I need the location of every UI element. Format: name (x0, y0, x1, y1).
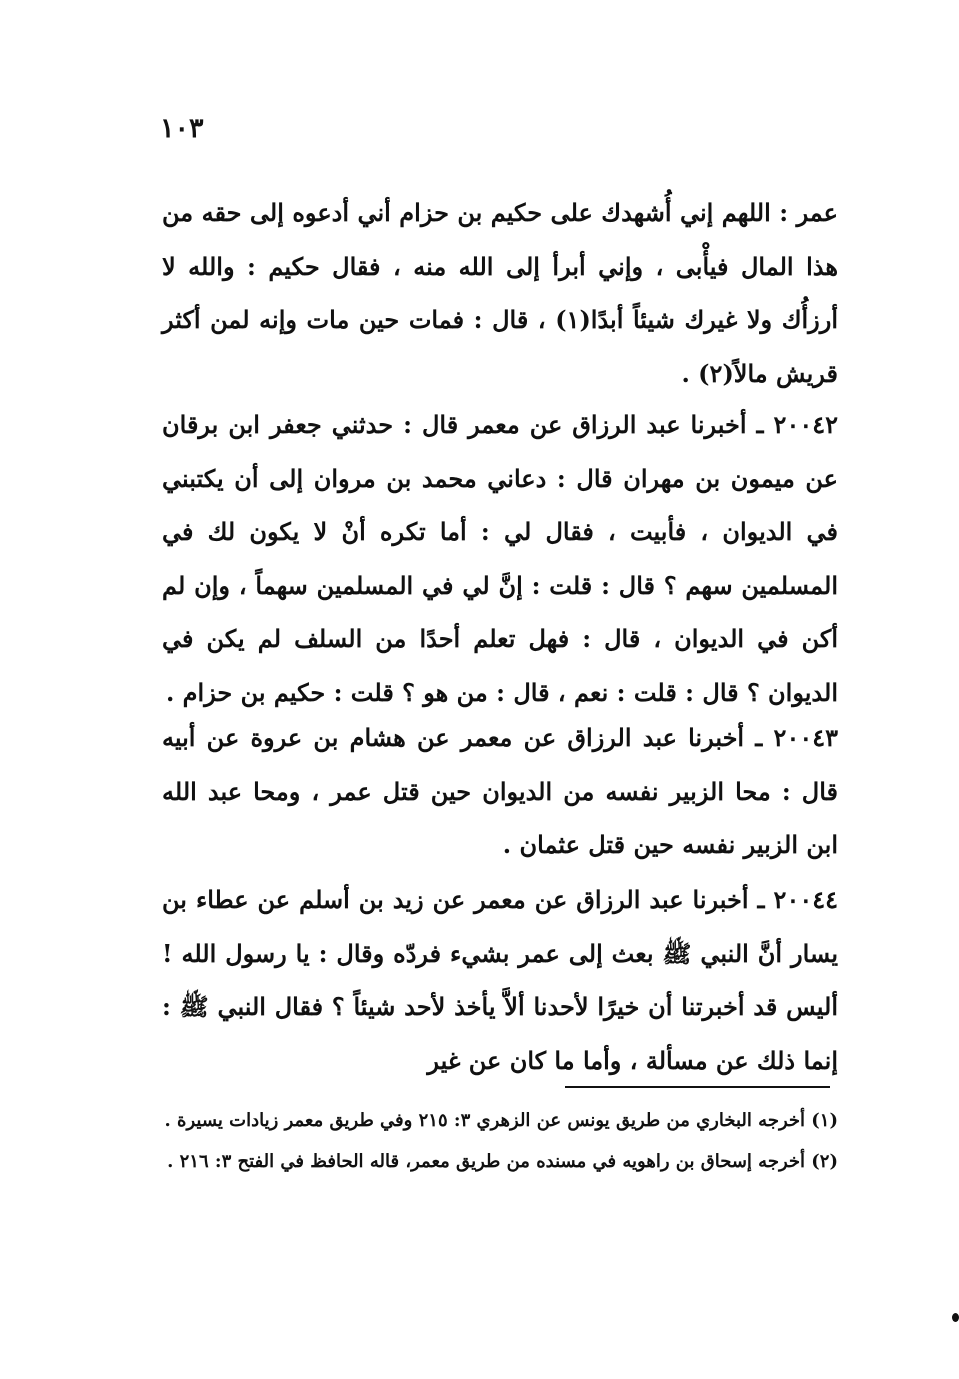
hadith-20043 (162, 711, 838, 872)
paragraph-20042: ٢٠٠٤٢ ـ أخبرنا عبد الرزاق عن معمر قال : حدثني جعفر ابن برقان عن ميمون بن مهران قال : دعاني محمد بن مروان إلى أن يكتبني في الديوان ، فأبيت ، فقال لي : أما تكره أنْ لا يكون لك في المسلمين سهم ؟ قال : قلت : إنَّ لي في المسلمين سهماً ، وإن لم أكن في الديوان ، قال : فهل تعلم أحدًا من السلف لم يكن في الديوان ؟ قال : قلت : نعم ، قال : من هو ؟ قلت : حكيم بن حزام . (162, 410, 838, 707)
hadith-20042 (162, 398, 838, 719)
footnote-1: (١) أخرجه البخاري من طريق يونس عن الزهري ٣: ٢١٥ وفي طريق معمر زيادات يسيرة . (164, 1110, 838, 1131)
paragraph-20043: ٢٠٠٤٣ ـ أخبرنا عبد الرزاق عن معمر عن هشام بن عروة عن أبيه قال : محا الزبير نفسه من الديوان حين قتل عمر ، ومحا عبد الله ابن الزبير نفسه حين قتل عثمان . (162, 723, 839, 859)
hadith-20044 (162, 873, 838, 1087)
footnote-2: (٢) أخرجه إسحاق بن راهويه في مسنده من طريق معمر، قاله الحافظ في الفتح ٣: ٢١٦ . (167, 1151, 838, 1172)
footnote-divider (565, 1086, 830, 1088)
page-number: ١٠٣ (160, 113, 204, 144)
footnotes (162, 1103, 838, 1185)
paragraph-20044: ٢٠٠٤٤ ـ أخبرنا عبد الرزاق عن معمر عن زيد بن أسلم عن عطاء بن يسار أنَّ النبي ﷺ بعث إلى عمر بشيء فردّه وقال : يا رسول الله ! أليس قد أخبرتنا أن خيرًا لأحدنا ألاَّ يأخذ لأحد شيئاً ؟ فقال النبي ﷺ : إنما ذلك عن مسألة ، وأما ما كان عن غير (162, 885, 838, 1075)
paragraph-continuation: عمر : اللهم إني أُشهدك على حكيم بن حزام أني أدعوه إلى حقه من هذا المال فيأْبى ، وإني أبرأ إلى الله منه ، فقال حكيم : والله لا أرزأُك ولا غيرك شيئاً أبدًا(١) ، قال : فمات حين مات وإنه لمن أكثر قريش مالاً(٢) . (162, 198, 838, 388)
scan-speck (952, 1313, 959, 1322)
main-text (162, 186, 838, 400)
